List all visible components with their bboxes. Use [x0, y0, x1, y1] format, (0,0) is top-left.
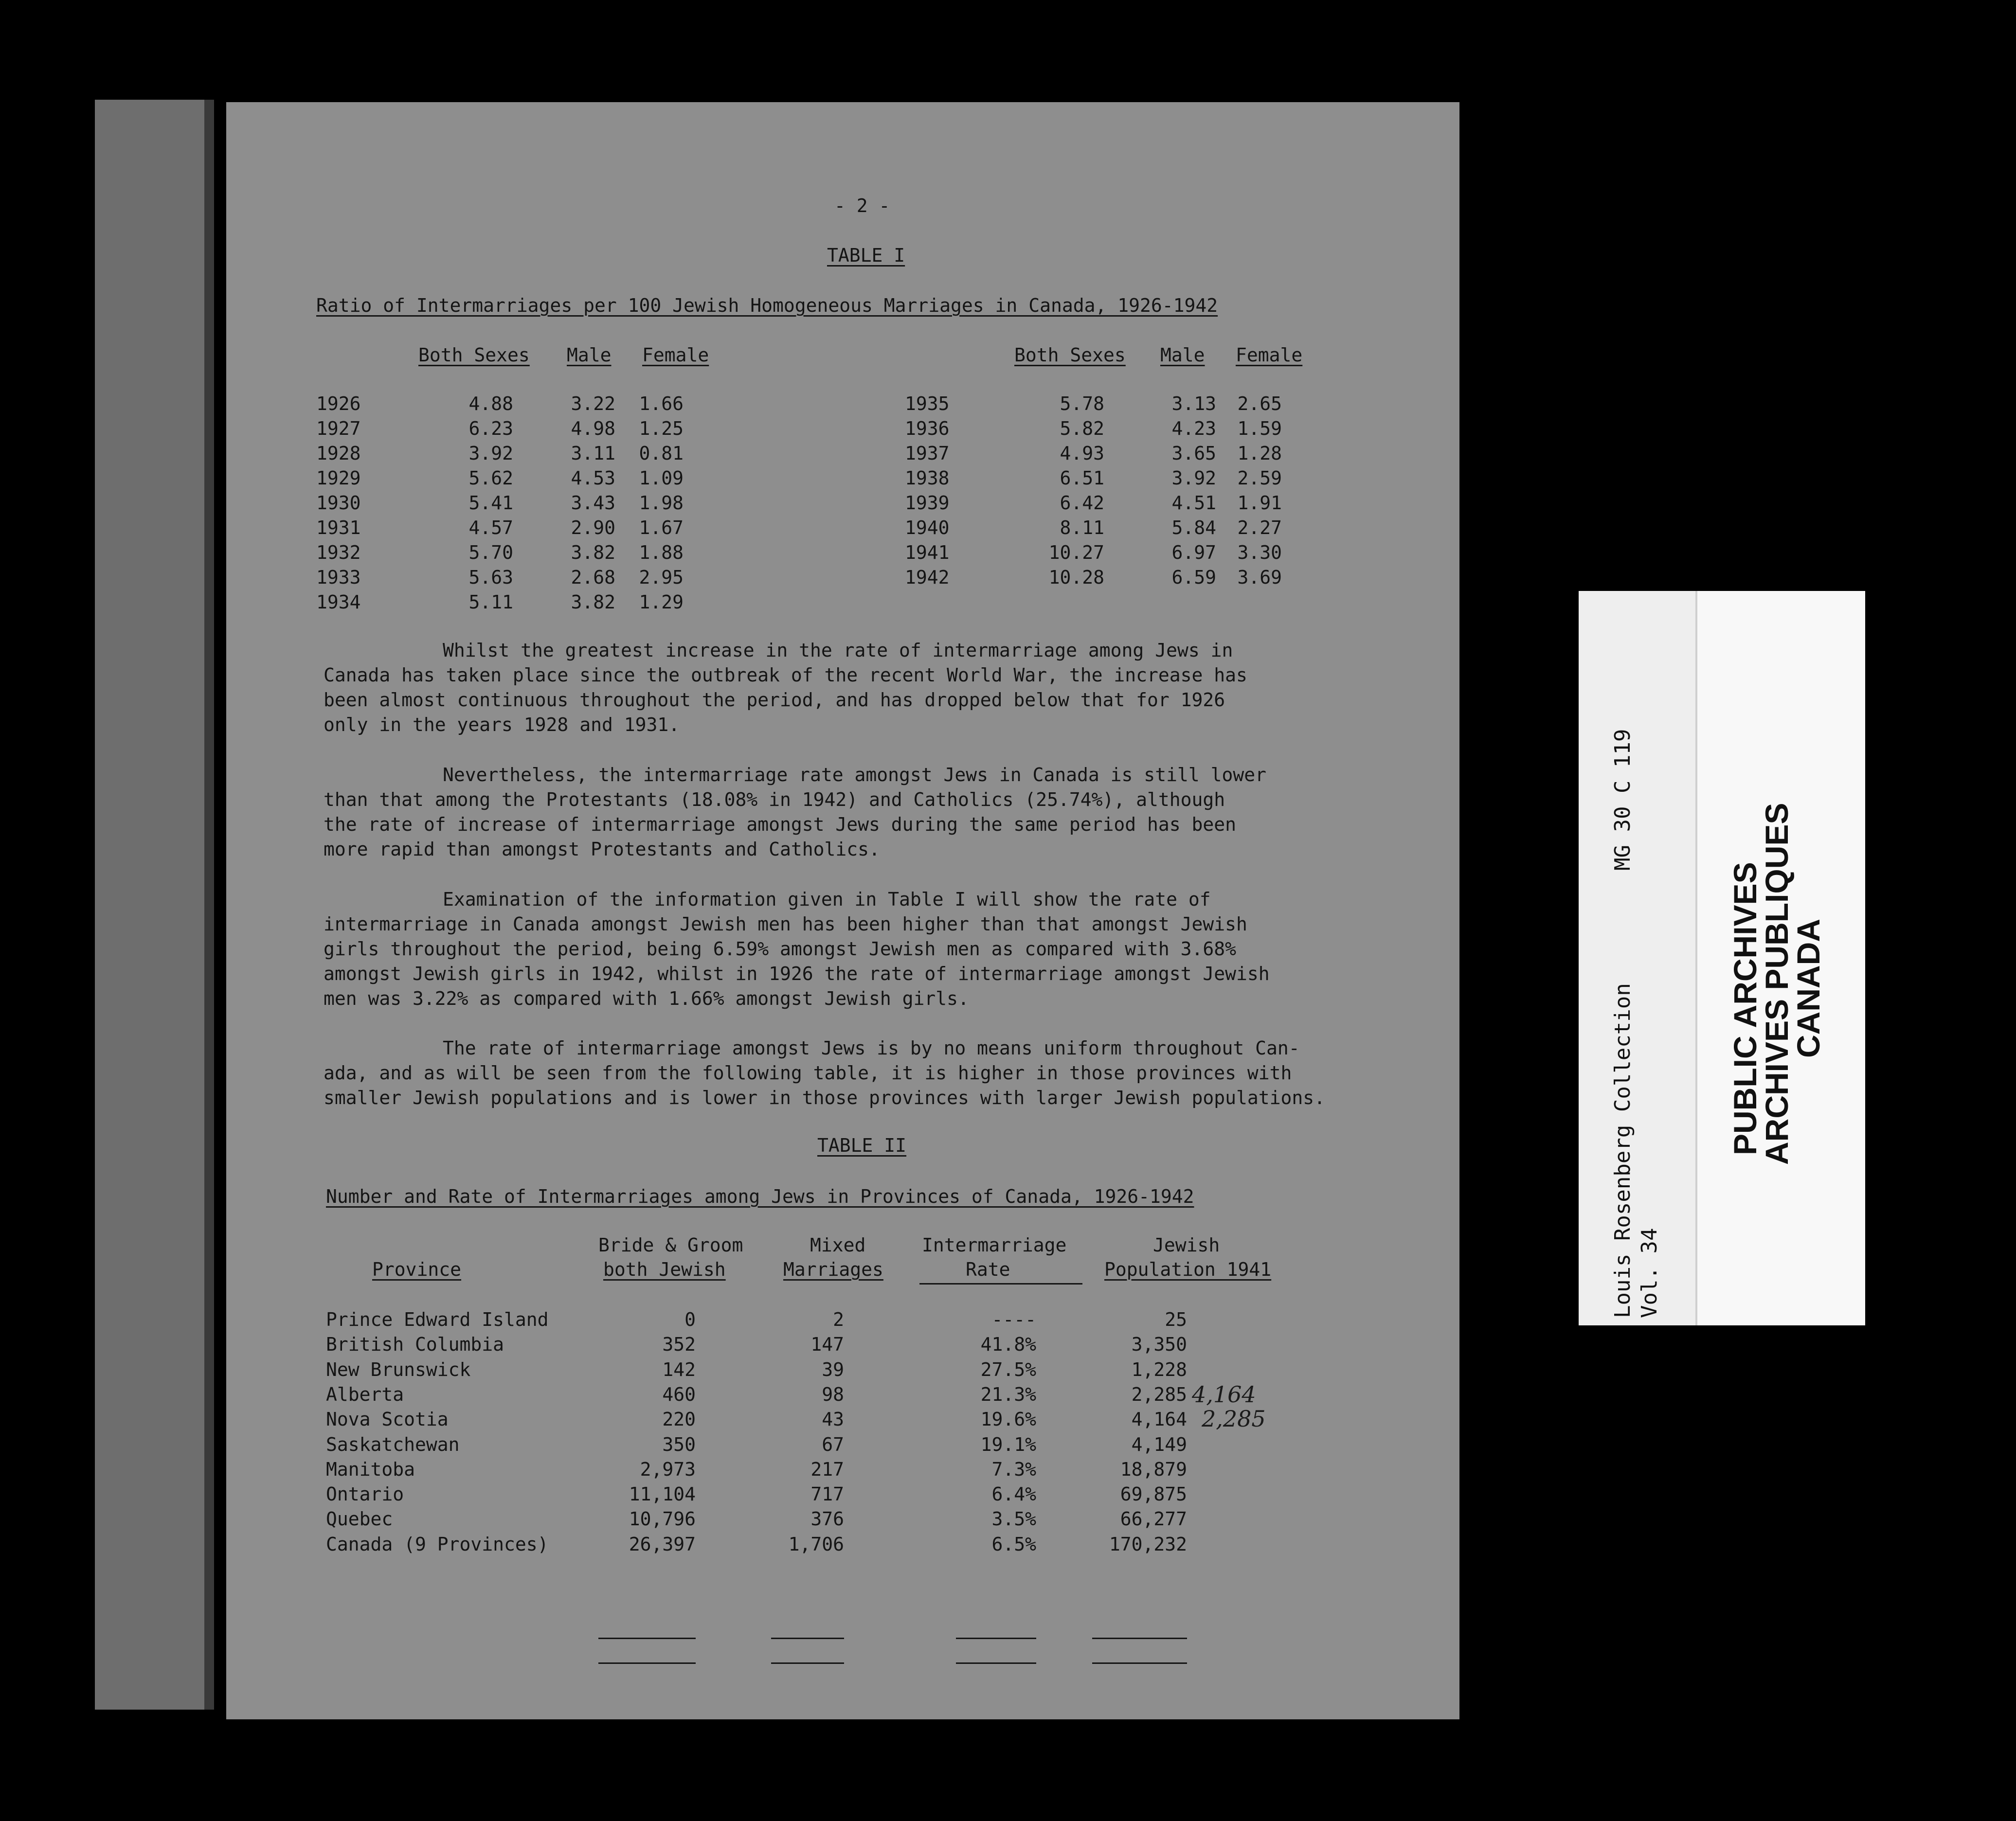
t1-year: 1935 — [905, 393, 950, 414]
total-rule-rate — [956, 1638, 1036, 1639]
t1-female: 1.88 — [639, 542, 684, 563]
paragraph-line: Nevertheless, the intermarriage rate amongst Jews in Canada is still lower — [443, 764, 1266, 786]
t2-rate: 27.5% — [980, 1359, 1036, 1380]
paragraph-line: been almost continuous throughout the period, and has dropped below that for 1926 — [324, 689, 1225, 711]
t1-male: 3.82 — [571, 591, 615, 613]
total-rule-pop — [1092, 1638, 1187, 1639]
t2-population: 18,879 — [1120, 1459, 1187, 1480]
t1-both: 5.63 — [468, 567, 513, 588]
t1-female: 2.59 — [1237, 467, 1282, 489]
t2-both-jewish: 352 — [662, 1334, 696, 1355]
t1-col-female-left: Female — [642, 344, 709, 366]
document-page — [226, 102, 1459, 1719]
t1-male: 6.59 — [1171, 567, 1216, 588]
t2-population: 170,232 — [1109, 1534, 1187, 1555]
t1-male: 3.82 — [571, 542, 615, 563]
paragraph-line: Canada has taken place since the outbreak of the recent World War, the increase has — [324, 664, 1247, 686]
t1-year: 1929 — [316, 467, 361, 489]
archive-label — [1579, 591, 1863, 1325]
t1-year: 1928 — [316, 443, 361, 464]
t1-both: 4.57 — [468, 517, 513, 538]
total-rule-mixed — [771, 1638, 844, 1639]
t1-year: 1938 — [905, 467, 950, 489]
t1-female: 2.65 — [1237, 393, 1282, 414]
t1-male: 4.51 — [1171, 492, 1216, 514]
t1-both: 5.70 — [468, 542, 513, 563]
t1-female: 3.30 — [1237, 542, 1282, 563]
t1-male: 3.43 — [571, 492, 615, 514]
t1-female: 1.67 — [639, 517, 684, 538]
t1-year: 1940 — [905, 517, 950, 538]
total-bottom-rule-pop — [1092, 1662, 1187, 1664]
paragraph-line: ada, and as will be seen from the following table, it is higher in those provinces with — [324, 1062, 1292, 1084]
t1-year: 1927 — [316, 418, 361, 439]
t1-col-female-right: Female — [1236, 344, 1303, 366]
t1-female: 2.95 — [639, 567, 684, 588]
t2-mixed: 39 — [822, 1359, 844, 1380]
t2-header-rate-rule — [919, 1283, 1082, 1285]
t2-rate: 7.3% — [991, 1459, 1036, 1480]
t1-both: 4.88 — [468, 393, 513, 414]
t1-both: 4.93 — [1060, 443, 1104, 464]
t2-province: Saskatchewan — [326, 1434, 460, 1455]
t1-both: 5.41 — [468, 492, 513, 514]
label-stamp-area — [1695, 591, 1865, 1325]
t1-both: 10.27 — [1048, 542, 1104, 563]
t2-rate: 19.1% — [980, 1434, 1036, 1455]
t1-female: 1.09 — [639, 467, 684, 489]
table2-title: Number and Rate of Intermarriages among Jews in Provinces of Canada, 1926-1942 — [326, 1186, 1194, 1207]
t2-mixed: 376 — [810, 1508, 844, 1530]
back-sheet — [95, 100, 214, 1710]
t1-both: 5.82 — [1060, 418, 1104, 439]
t2-population: 69,875 — [1120, 1483, 1187, 1505]
page-number: - 2 - — [834, 195, 890, 216]
paragraph-line: amongst Jewish girls in 1942, whilst in 1926 the rate of intermarriage amongst Jewish — [324, 963, 1270, 984]
t1-year: 1936 — [905, 418, 950, 439]
t1-both: 5.11 — [468, 591, 513, 613]
total-rule-both — [598, 1638, 696, 1639]
t1-female: 3.69 — [1237, 567, 1282, 588]
table1-heading: TABLE I — [827, 245, 905, 266]
t2-population: 25 — [1165, 1309, 1187, 1330]
t2-population: 2,285 — [1131, 1384, 1187, 1405]
t1-female: 1.66 — [639, 393, 684, 414]
t1-male: 3.22 — [571, 393, 615, 414]
t2-mixed: 147 — [810, 1334, 844, 1355]
t2-rate: 19.6% — [980, 1409, 1036, 1430]
paragraph-line: girls throughout the period, being 6.59% amongst Jewish men as compared with 3.68% — [324, 938, 1236, 960]
t2-header-mixed-2: Marriages — [783, 1259, 883, 1280]
t2-province: Alberta — [326, 1384, 404, 1405]
t1-both: 6.51 — [1060, 467, 1104, 489]
label-volume: Vol. 34 — [1637, 1228, 1662, 1318]
t2-both-jewish: 350 — [662, 1434, 696, 1455]
t1-male: 2.68 — [571, 567, 615, 588]
t1-year: 1941 — [905, 542, 950, 563]
t2-province: Quebec — [326, 1508, 393, 1530]
t2-header-pop-1: Jewish — [1153, 1234, 1220, 1256]
t1-year: 1930 — [316, 492, 361, 514]
t2-header-mixed-1: Mixed — [810, 1234, 866, 1256]
stamp-line-3: CANADA — [1790, 919, 1826, 1058]
t2-both-jewish: 11,104 — [629, 1483, 696, 1505]
handwritten-note-1: 4,164 — [1192, 1381, 1256, 1408]
t2-both-jewish: 2,973 — [640, 1459, 696, 1480]
t2-mixed: 1,706 — [788, 1534, 844, 1555]
paragraph-line: more rapid than amongst Protestants and Catholics. — [324, 839, 880, 860]
t2-province: Ontario — [326, 1483, 404, 1505]
t2-rate: 3.5% — [991, 1508, 1036, 1530]
t2-both-jewish: 0 — [684, 1309, 696, 1330]
t2-province: Manitoba — [326, 1459, 415, 1480]
t1-male: 3.13 — [1171, 393, 1216, 414]
t1-male: 4.98 — [571, 418, 615, 439]
t2-province: British Columbia — [326, 1334, 504, 1355]
t1-both: 8.11 — [1060, 517, 1104, 538]
t1-male: 4.23 — [1171, 418, 1216, 439]
t2-rate: 6.5% — [991, 1534, 1036, 1555]
t2-both-jewish: 26,397 — [629, 1534, 696, 1555]
t1-male: 2.90 — [571, 517, 615, 538]
t2-rate: ---- — [991, 1309, 1036, 1330]
t1-both: 6.42 — [1060, 492, 1104, 514]
t1-col-both-right: Both Sexes — [1014, 344, 1126, 366]
total-bottom-rule-mixed — [771, 1662, 844, 1664]
t1-year: 1932 — [316, 542, 361, 563]
t2-population: 3,350 — [1131, 1334, 1187, 1355]
t1-both: 5.78 — [1060, 393, 1104, 414]
t2-rate: 6.4% — [991, 1483, 1036, 1505]
paragraph-line: intermarriage in Canada amongst Jewish men has been higher than that amongst Jewish — [324, 913, 1247, 935]
sheet-edge — [204, 100, 214, 1710]
t2-rate: 41.8% — [980, 1334, 1036, 1355]
label-collection: Louis Rosenberg Collection — [1610, 983, 1635, 1318]
t1-both: 6.23 — [468, 418, 513, 439]
paragraph-line: the rate of increase of intermarriage amongst Jews during the same period has been — [324, 814, 1236, 835]
t2-population: 1,228 — [1131, 1359, 1187, 1380]
t2-both-jewish: 10,796 — [629, 1508, 696, 1530]
t1-female: 1.29 — [639, 591, 684, 613]
t1-year: 1931 — [316, 517, 361, 538]
t2-header-bride-2: both Jewish — [603, 1259, 726, 1280]
t2-population: 4,149 — [1131, 1434, 1187, 1455]
label-reference: MG 30 C 119 — [1610, 729, 1635, 871]
t2-mixed: 67 — [822, 1434, 844, 1455]
t1-female: 1.59 — [1237, 418, 1282, 439]
handwritten-note-2: 2,285 — [1202, 1406, 1266, 1432]
t1-year: 1926 — [316, 393, 361, 414]
paragraph-line: men was 3.22% as compared with 1.66% amongst Jewish girls. — [324, 988, 969, 1009]
t1-female: 1.28 — [1237, 443, 1282, 464]
t1-both: 3.92 — [468, 443, 513, 464]
t1-year: 1939 — [905, 492, 950, 514]
t2-both-jewish: 220 — [662, 1409, 696, 1430]
paragraph-line: only in the years 1928 and 1931. — [324, 714, 680, 735]
t1-female: 1.91 — [1237, 492, 1282, 514]
paragraph-line: than that among the Protestants (18.08% in 1942) and Catholics (25.74%), although — [324, 789, 1225, 810]
t1-year: 1934 — [316, 591, 361, 613]
t2-header-bride-1: Bride & Groom — [598, 1234, 743, 1256]
table2-heading: TABLE II — [817, 1135, 907, 1156]
t2-rate: 21.3% — [980, 1384, 1036, 1405]
t2-province: Nova Scotia — [326, 1409, 449, 1430]
t2-mixed: 717 — [810, 1483, 844, 1505]
t1-col-both-left: Both Sexes — [418, 344, 530, 366]
t1-year: 1933 — [316, 567, 361, 588]
t1-male: 3.11 — [571, 443, 615, 464]
t1-both: 10.28 — [1048, 567, 1104, 588]
stamp-line-2: ARCHIVES PUBLIQUES — [1759, 803, 1795, 1165]
t2-population: 4,164 — [1131, 1409, 1187, 1430]
t2-province: New Brunswick — [326, 1359, 471, 1380]
t2-province: Canada (9 Provinces) — [326, 1534, 549, 1555]
t2-mixed: 217 — [810, 1459, 844, 1480]
t1-year: 1937 — [905, 443, 950, 464]
t1-col-male-left: Male — [567, 344, 612, 366]
t1-female: 2.27 — [1237, 517, 1282, 538]
t2-header-province: Province — [372, 1259, 462, 1280]
table1-title: Ratio of Intermarriages per 100 Jewish Homogeneous Marriages in Canada, 1926-1942 — [316, 295, 1218, 316]
t1-male: 3.65 — [1171, 443, 1216, 464]
t1-col-male-right: Male — [1160, 344, 1205, 366]
t1-female: 0.81 — [639, 443, 684, 464]
t1-female: 1.98 — [639, 492, 684, 514]
paragraph-line: Whilst the greatest increase in the rate of intermarriage among Jews in — [443, 640, 1233, 661]
t1-male: 5.84 — [1171, 517, 1216, 538]
t2-header-pop-2: Population 1941 — [1104, 1259, 1272, 1280]
t2-province: Prince Edward Island — [326, 1309, 549, 1330]
t2-mixed: 43 — [822, 1409, 844, 1430]
t1-year: 1942 — [905, 567, 950, 588]
t2-mixed: 98 — [822, 1384, 844, 1405]
t2-both-jewish: 460 — [662, 1384, 696, 1405]
t2-header-rate-2: Rate — [966, 1259, 1010, 1280]
total-bottom-rule-both — [598, 1662, 696, 1664]
t2-mixed: 2 — [833, 1309, 844, 1330]
t1-female: 1.25 — [639, 418, 684, 439]
t2-population: 66,277 — [1120, 1508, 1187, 1530]
paragraph-line: The rate of intermarriage amongst Jews is by no means uniform throughout Can- — [443, 1037, 1300, 1059]
t1-male: 6.97 — [1171, 542, 1216, 563]
t1-male: 4.53 — [571, 467, 615, 489]
t1-both: 5.62 — [468, 467, 513, 489]
total-bottom-rule-rate — [956, 1662, 1036, 1664]
stamp-line-1: PUBLIC ARCHIVES — [1727, 862, 1763, 1155]
t2-both-jewish: 142 — [662, 1359, 696, 1380]
paragraph-line: smaller Jewish populations and is lower in those provinces with larger Jewish populations. — [324, 1087, 1326, 1108]
t2-header-rate-1: Intermarriage — [922, 1234, 1067, 1256]
t1-male: 3.92 — [1171, 467, 1216, 489]
paragraph-line: Examination of the information given in Table I will show the rate of — [443, 889, 1211, 910]
